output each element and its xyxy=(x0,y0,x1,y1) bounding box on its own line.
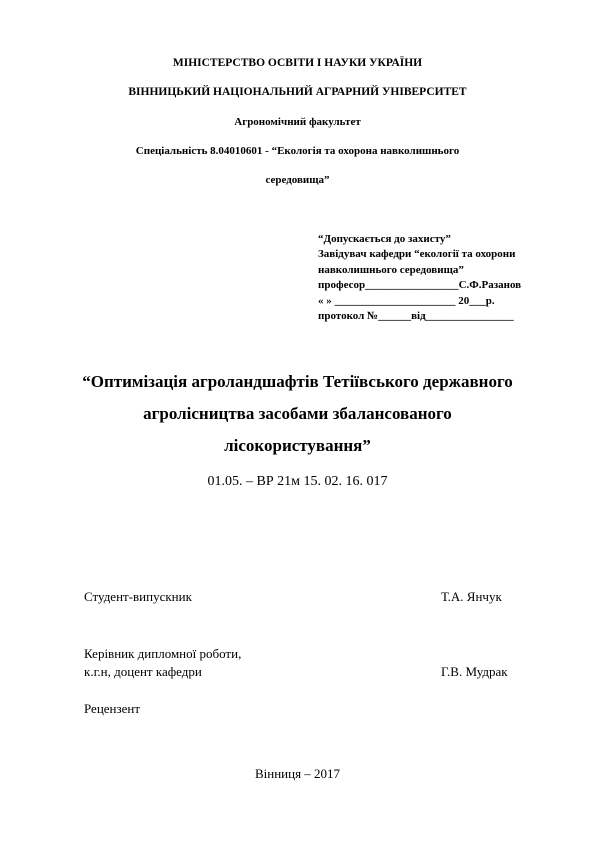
reviewer-role: Рецензент xyxy=(84,701,141,716)
thesis-code: 01.05. – ВР 21м 15. 02. 16. 017 xyxy=(207,474,388,489)
footer-city-year: Вінниця – 2017 xyxy=(254,766,341,781)
student-name: Т.А. Янчук xyxy=(441,589,502,604)
approval-head-of-department: Завідувач кафедри “екології та охорони xyxy=(318,248,516,261)
supervisor-role-line2: к.г.н, доцент кафедри xyxy=(84,664,202,679)
header-faculty: Агрономічний факультет xyxy=(234,116,361,128)
thesis-title-line2: агролісництва засобами збалансованого xyxy=(143,404,452,423)
approval-date: « » ______________________ 20___р. xyxy=(318,294,495,307)
student-role: Студент-випускник xyxy=(84,589,192,604)
approval-block xyxy=(318,232,568,324)
header-specialty-line1: Спеціальність 8.04010601 - “Екологія та охорона навколишнього xyxy=(135,145,460,157)
thesis-title-line1: “Оптимізація агроландшафтів Тетіївського державного xyxy=(82,372,513,391)
approval-protocol: протокол №______від________________ xyxy=(318,310,514,323)
header-specialty-line2: середовища” xyxy=(265,174,330,186)
approval-department-name: навколишнього середовища” xyxy=(318,263,464,276)
thesis-title-line3: лісокористування” xyxy=(224,436,371,455)
supervisor-name: Г.В. Мудрак xyxy=(441,664,508,679)
supervisor-role-line1: Керівник дипломної роботи, xyxy=(84,646,242,661)
approval-professor-signature: професор_________________С.Ф.Разанов xyxy=(318,279,522,292)
header-university: ВІННИЦЬКИЙ НАЦІОНАЛЬНИЙ АГРАРНИЙ УНІВЕРСИТЕТ xyxy=(128,86,467,98)
header-ministry: МІНІСТЕРСТВО ОСВІТИ І НАУКИ УКРАЇНИ xyxy=(172,57,423,69)
approval-admission: “Допускається до захисту” xyxy=(318,233,451,245)
